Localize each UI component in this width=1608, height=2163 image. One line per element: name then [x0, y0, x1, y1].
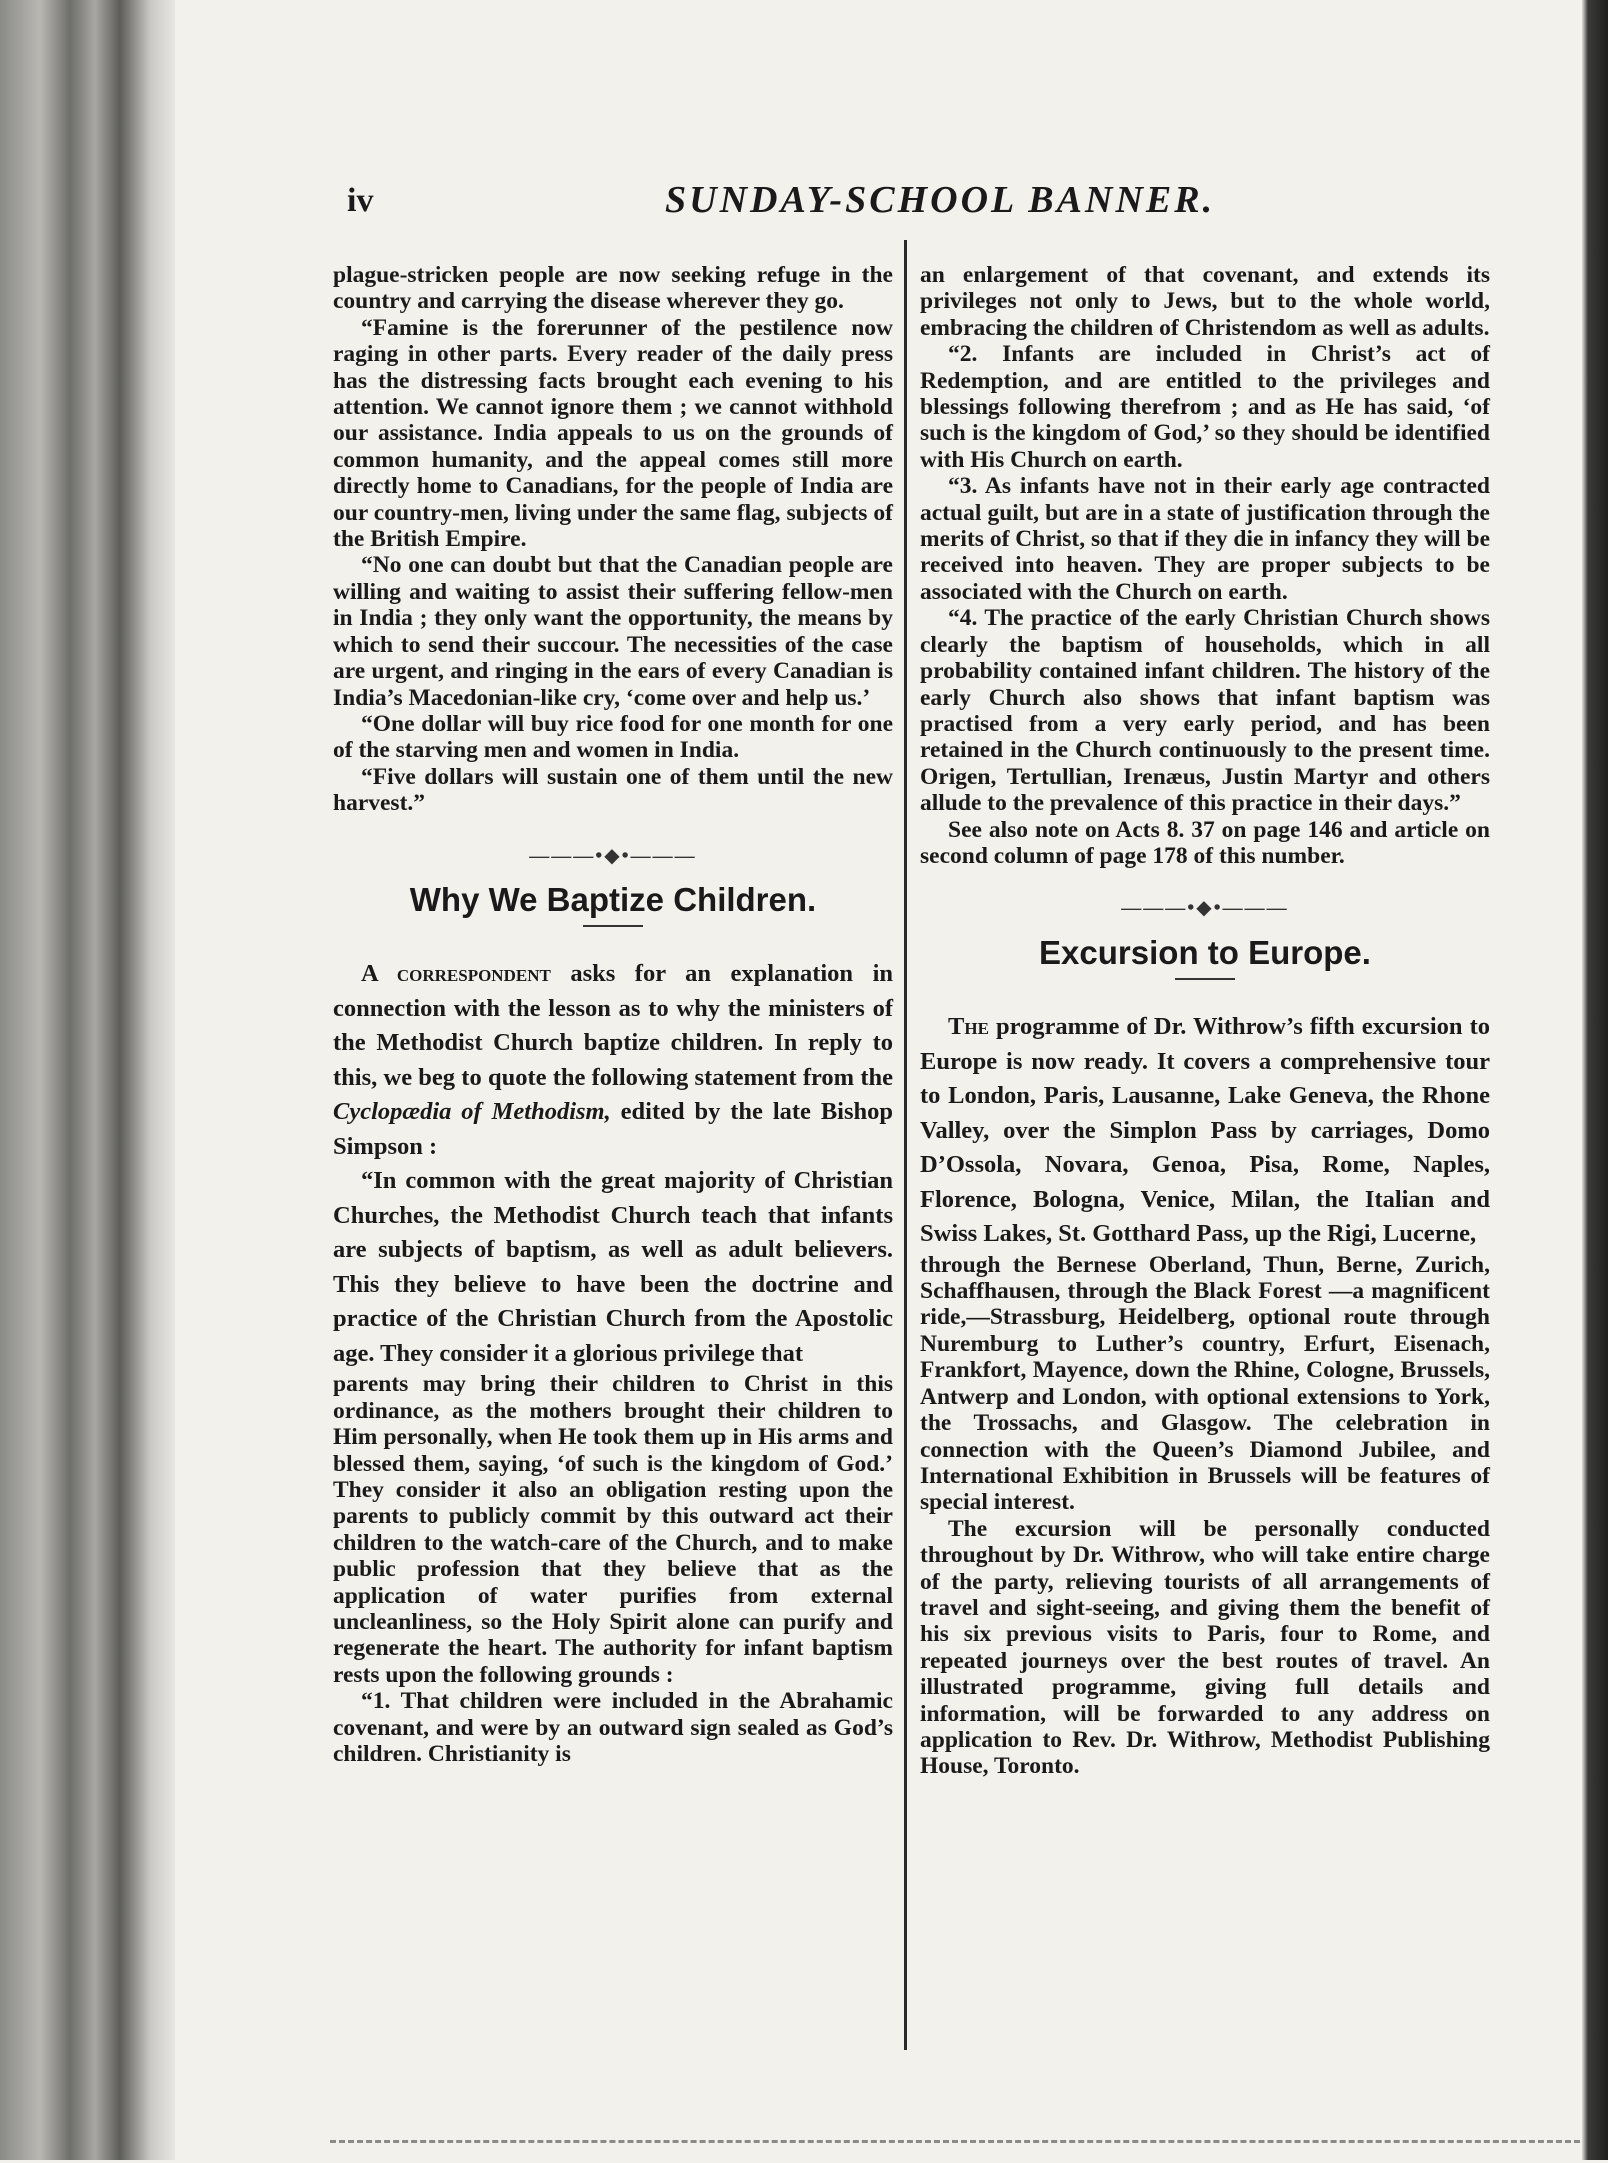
section-ornament: ———•◆•——— [529, 844, 697, 867]
column-divider [904, 240, 907, 2050]
excursion-lead: The [948, 1013, 989, 1041]
famine-paragraph: “One dollar will buy rice food for one month for one of the starving men and women in India. [333, 710, 893, 764]
famine-paragraph: plague-stricken people are now seeking refuge in the country and carrying the disease wherever they go. [333, 262, 893, 315]
excursion-intro [920, 1010, 1490, 1252]
book-binding-edge [0, 0, 175, 2160]
baptize-continued: an enlargement of that covenant, and extends its privileges not only to Jews, but to the whole world, embracing the children of Christendom as well as adults. [920, 262, 1490, 341]
famine-paragraph: “Five dollars will sustain one of them until the new harvest.” [333, 763, 893, 817]
excursion-text: programme of Dr. Withrow’s fifth excursion to Europe is now ready. It covers a comprehensive tour to London, Paris, Lausanne, Lake Geneva, the Rhone Valley, over the Simplon Pass by carriages, Domo D’Ossola, Novara, Genoa, Pisa, Rome, Naples, Florence, Bologna, Venice, Milan, the Italian and Swiss Lakes, St. Gotthard Pass, up the Rigi, Lucerne, [920, 1013, 1490, 1248]
section-ornament: ———•◆•——— [1121, 897, 1289, 920]
ground-paragraph: “3. As infants have not in their early age contracted actual guilt, but are in a state of justification through the merits of Christ, so that if they die in infancy they will be received into heaven. They are proper subjects to be associated with the Church on earth. [920, 473, 1490, 605]
ground-paragraph: “4. The practice of the early Christian Church shows clearly the baptism of households, which in all probability contained infant children. The history of the early Church also shows that infant baptism was practised from a very early period, and has been retained in the Church continuously to the present time. Origen, Tertullian, Irenæus, Justin Martyr and others allude to the prevalence of this practice in their days.” [920, 605, 1490, 817]
famine-paragraph: “Famine is the forerunner of the pestilence now raging in other parts. Every reader of the daily press has the distressing facts brought each evening to his attention. We cannot ignore them ; we cannot withhold our assistance. India appeals to us on the grounds of common humanity, and the appeal comes still more directly home to Canadians, for the people of India are our country-men, living under the same flag, subjects of the British Empire. [333, 314, 893, 553]
famine-paragraph: “No one can doubt but that the Canadian people are willing and waiting to assist their suffering fellow-men in India ; they only want the opportunity, the means by which to send their succour. The necessities of the case are urgent, and ringing in the ears of every Canadian is India’s Macedonian-like cry, ‘come over and help us.’ [333, 552, 893, 711]
ground-one: “1. That children were included in the Abrahamic covenant, and were by an outward sign sealed as God’s children. Christianity is [333, 1688, 893, 1768]
right-page-edge [1582, 0, 1608, 2160]
page-number: iv [347, 182, 374, 219]
intro-lead: A correspondent [361, 960, 551, 988]
page-header [335, 168, 1545, 228]
right-column [920, 262, 1490, 1780]
left-column [333, 262, 893, 1767]
excursion-continued: through the Bernese Oberland, Thun, Berne, Zurich, Schaffhausen, through the Black Forest —a magnificent ride,—Strassburg, Heidelberg, optional route through Nuremburg to Luther’s country, Erfurt, Eisenach, Frankfort, Mayence, down the Rhine, Cologne, Brussels, Antwerp and London, with optional extensions to York, the Trossachs, and Glasgow. The celebration in connection with the Queen’s Diamond Jubilee, and International Exhibition in Brussels will be features of special interest. [920, 1251, 1490, 1516]
section-title-excursion: Excursion to Europe. [1039, 933, 1371, 971]
title-rule [1175, 978, 1235, 980]
section-title-baptize: Why We Baptize Children. [409, 880, 817, 918]
see-also-note: See also note on Acts 8. 37 on page 146 and article on second column of page 178 of this number. [920, 816, 1490, 869]
intro-end: edited by the late Bishop Simpson : [333, 1098, 894, 1160]
ground-paragraph: “2. Infants are included in Christ’s act of Redemption, and are entitled to the privileges and blessings following therefrom ; and as He has said, ‘of such is the kingdom of God,’ so they should be identified with His Church on earth. [920, 341, 1490, 473]
title-rule [583, 925, 643, 927]
baptize-quote: “In common with the great majority of Christian Churches, the Methodist Church teach that infants are subjects of baptism, as well as adult believers. This they believe to have been the doctrine and practice of the Christian Church from the Apostolic age. They consider it a glorious privilege that [333, 1167, 893, 1367]
baptize-intro [333, 957, 893, 1164]
book-title: Cyclopædia of Methodism, [333, 1098, 611, 1126]
running-title: SUNDAY-SCHOOL BANNER. [665, 179, 1216, 221]
baptize-quote-continued: parents may bring their children to Christ in this ordinance, as the mothers brought their children to Him personally, when He took them up in His arms and blessed them, saying, ‘of such is the kingdom of God.’ They consider it also an obligation resting upon the parents to publicly commit by this outward act their children to the watch-care of the Church, and to make public profession that they believe that as the application of water purifies from external uncleanliness, so the Holy Spirit alone can purify and regenerate the heart. The authority for infant baptism rests upon the following grounds : [333, 1371, 893, 1688]
excursion-closing: The excursion will be personally conducted throughout by Dr. Withrow, who will take entire charge of the party, relieving tourists of all arrangements of travel and sight-seeing, and giving them the benefit of his six previous visits to Paris, four to Rome, and repeated journeys over the best routes of travel. An illustrated programme, giving full details and information, will be forwarded to any address on application to Rev. Dr. Withrow, Methodist Publishing House, Toronto. [920, 1515, 1490, 1780]
intro-text: asks for an explanation in connection with the lesson as to why the ministers of the Methodist Church baptize children. In reply to this, we beg to quote the following statement from the [333, 960, 893, 1091]
